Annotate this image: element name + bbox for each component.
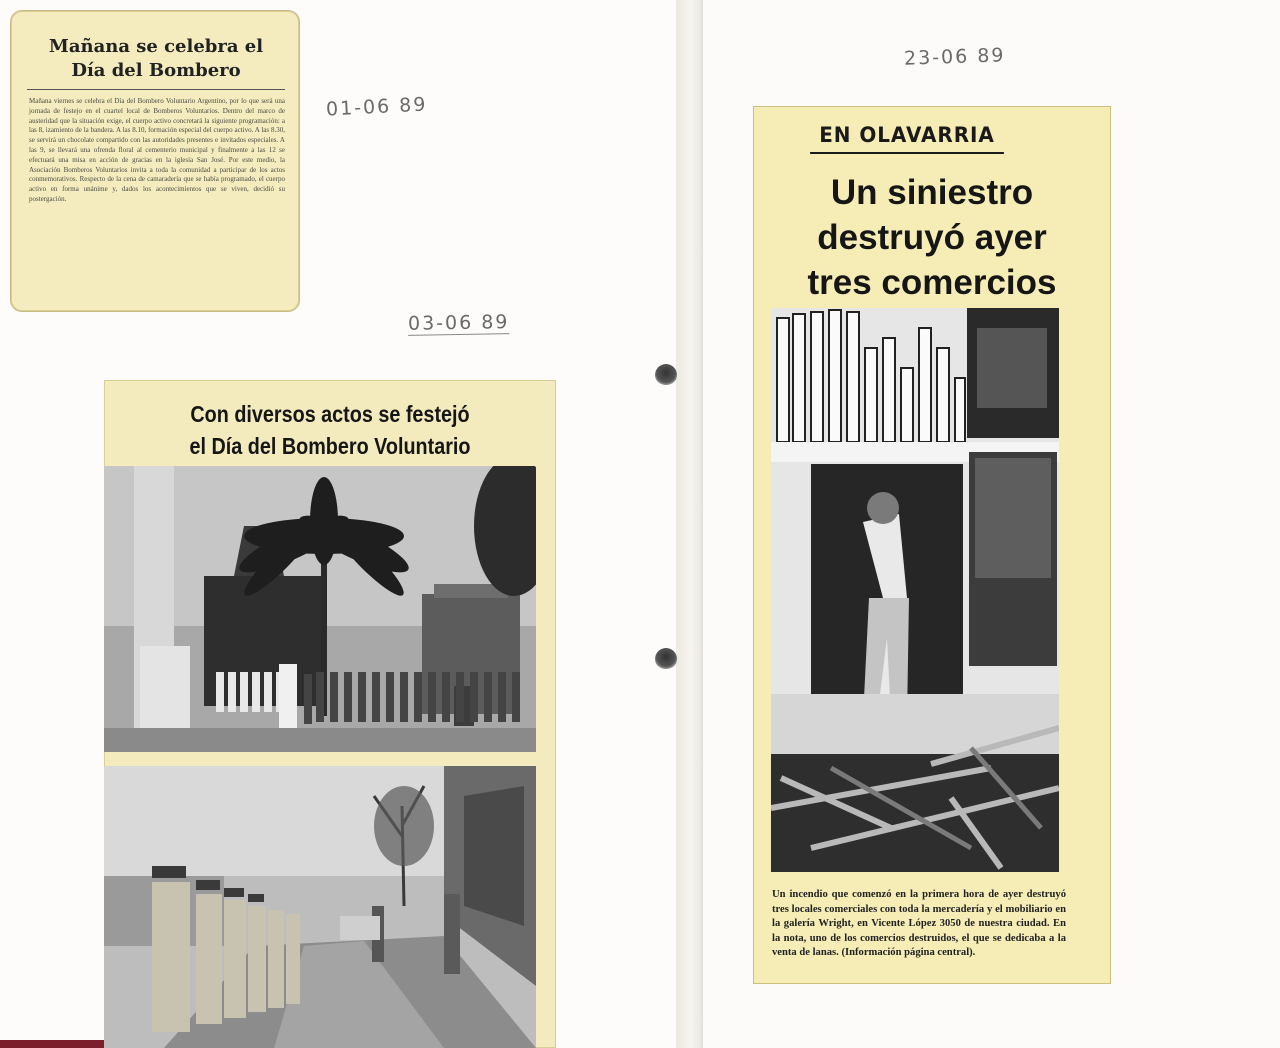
binder-hole-bottom bbox=[655, 648, 677, 670]
title-rule bbox=[27, 89, 285, 90]
photo-ceremony-plaza bbox=[104, 466, 536, 752]
photo-caption: Un incendio que comenzó en la primera hora de ayer destruyó tres locales comerciales con toda la mercadería y el mobiliario en la galería Wright, en Vicente López 3050 de nuestra ciudad. En la nota, uno de los comercios destruidos, el que se dedicaba a la venta de lanas. (Información página central). bbox=[772, 889, 1066, 959]
handwritten-date-1: 01-06 89 bbox=[325, 93, 428, 121]
handwritten-date-3: 23-06 89 bbox=[903, 44, 1006, 70]
album-cover-edge bbox=[0, 1040, 120, 1048]
headline-line-1: Con diversos actos se festejó bbox=[190, 401, 470, 427]
clipping-dia-del-bombero bbox=[10, 10, 300, 312]
headline-line-2: destruyó ayer bbox=[817, 218, 1047, 257]
album-binding-gutter bbox=[676, 0, 702, 1048]
clipping-body-text: Mañana viernes se celebra el Día del Bombero Voluntario Argentino, por lo que será una jornada de festejo en el cuartel local de Bomberos Voluntarios. Dentro del marco de austeridad que la situación exige, el cuerpo activo concretará la siguiente programación: a las 8, izamiento de la bandera. A las 8.10, formación especial del cuerpo activo. A las 8.30, se servirá un chocolate compartido con las autoridades presentes e invitados especiales. A las 9, se llevará una ofrenda floral al cementerio municipal y finalmente a las 12 se efectuará una misa en acción de gracias en la iglesia San José. Por este medio, la Asociación Bomberos Voluntarios invita a toda la comunidad a participar de los actos conmemorativos. Respecto de la cena de camaradería que se había programado, el cuerpo activo en forma unánime y, dados los acontecimientos que se viven, decidió su postergación. bbox=[29, 97, 285, 203]
headline-line-3: tres comercios bbox=[807, 263, 1057, 302]
handwritten-date-2: 03-06 89 bbox=[407, 311, 510, 335]
clipping-headline bbox=[753, 170, 1111, 305]
title-line-1: Mañana se celebra el bbox=[48, 36, 264, 57]
clipping-title bbox=[11, 35, 301, 83]
headline-line-1: Un siniestro bbox=[830, 173, 1034, 212]
title-line-2: Día del Bombero bbox=[71, 60, 241, 81]
photo-firefighters-formation bbox=[104, 766, 536, 1048]
headline-line-2: el Día del Bombero Voluntario bbox=[189, 433, 471, 459]
binder-hole-top bbox=[655, 364, 677, 386]
clipping-headline bbox=[136, 398, 525, 462]
photo-burned-store bbox=[771, 308, 1059, 872]
section-kicker: EN OLAVARRIA bbox=[810, 118, 1004, 154]
